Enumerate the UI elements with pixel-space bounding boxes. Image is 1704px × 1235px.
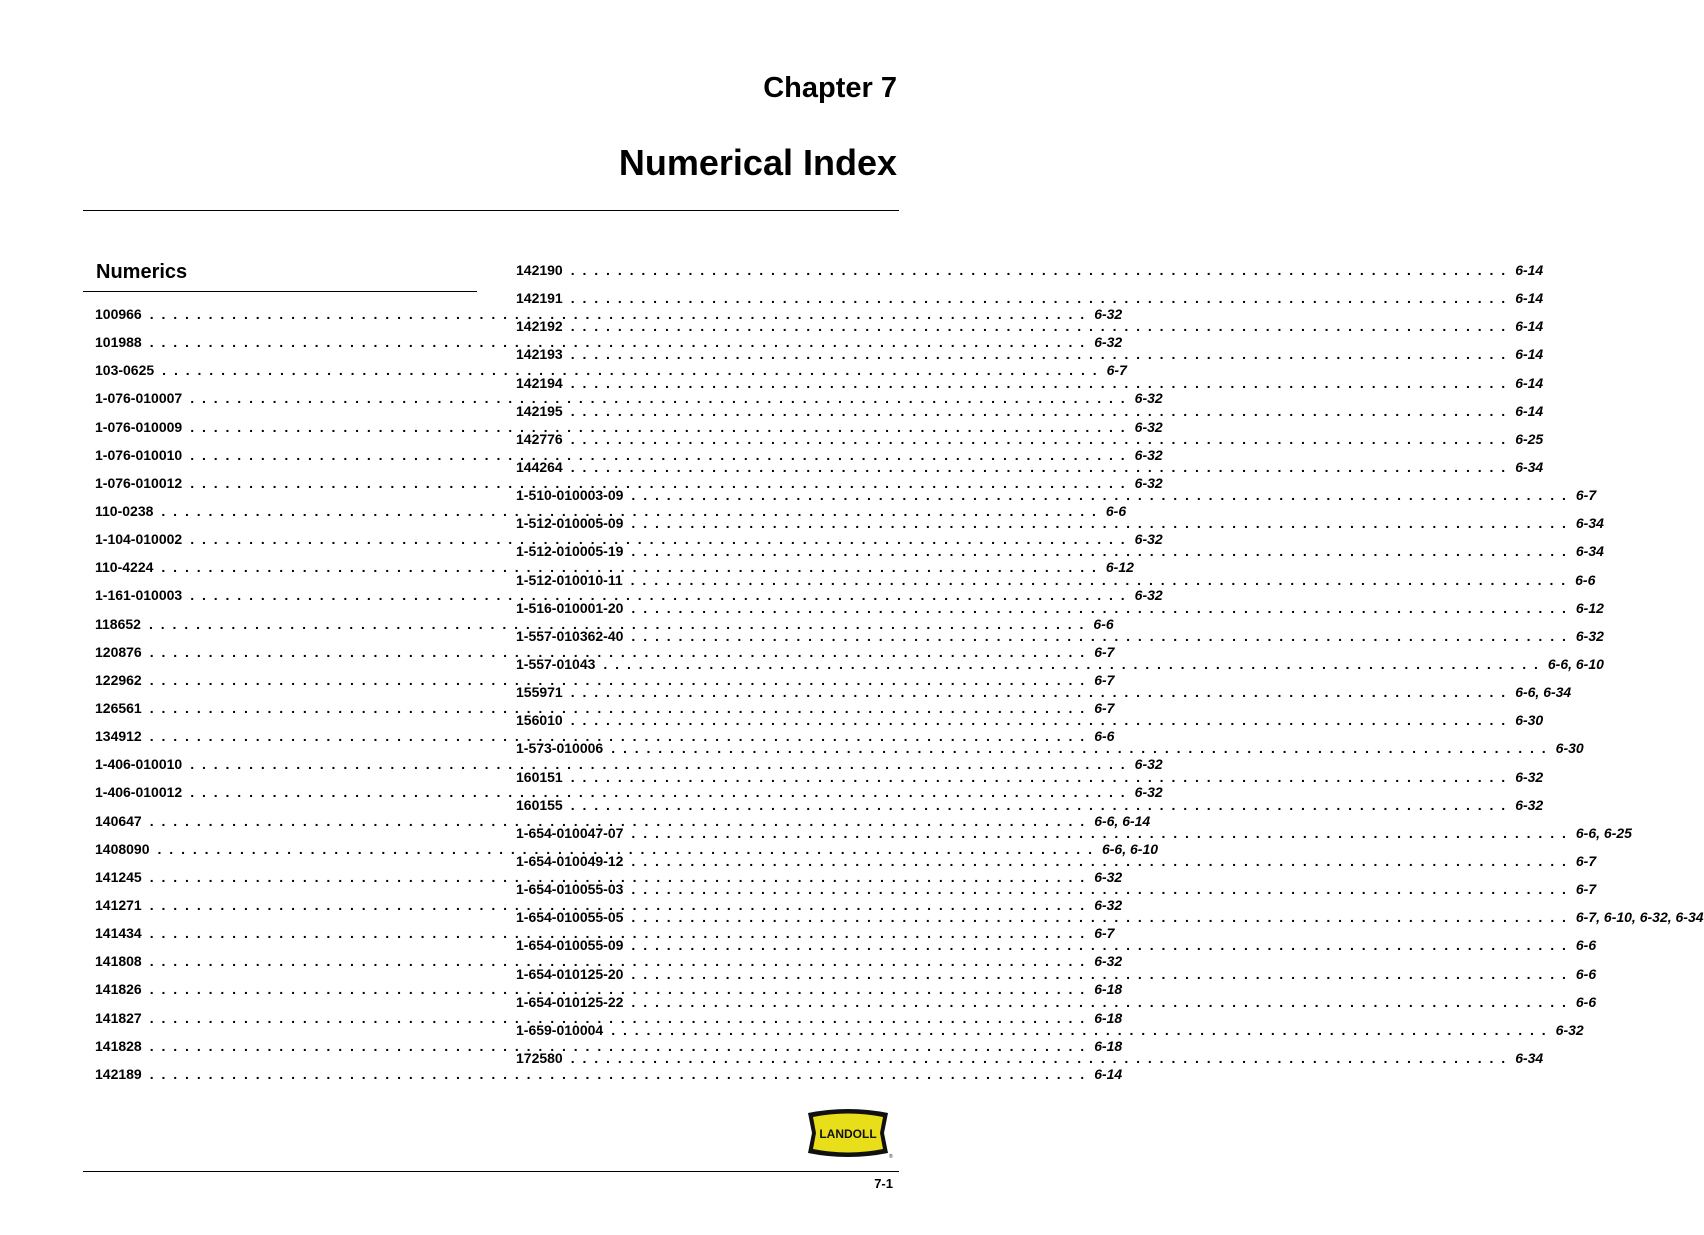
page-references: 6-25: [1515, 430, 1544, 447]
part-number: 134912: [95, 728, 142, 745]
page-references: 6-14: [1094, 1065, 1123, 1082]
page-references: 6-6, 6-14: [1094, 812, 1151, 829]
part-number: 1-659-010004: [516, 1021, 604, 1038]
page-references: 6-14: [1515, 262, 1544, 278]
part-number: 110-4224: [95, 559, 154, 576]
part-number: 120876: [95, 643, 142, 660]
dot-leader: [571, 256, 1507, 284]
page-references: 6-7: [1094, 643, 1115, 660]
section-divider: [83, 291, 477, 292]
page-references: 6-32: [1134, 587, 1163, 604]
page-references: 6-30: [1555, 740, 1584, 757]
part-number: 142194: [516, 374, 563, 391]
page-references: 6-12: [1575, 599, 1604, 616]
page-references: 6-7: [1575, 487, 1597, 504]
part-number: 142191: [516, 290, 563, 307]
dot-leader: [603, 650, 1539, 678]
dot-leader: [631, 566, 1567, 594]
page-references: 6-32: [1134, 531, 1163, 548]
page-references: 6-32: [1094, 953, 1123, 970]
page-references: 6-6, 6-10: [1101, 840, 1159, 857]
page-references: 6-34: [1575, 543, 1604, 560]
page-references: 6-30: [1515, 712, 1544, 729]
page-references: 6-6: [1575, 937, 1597, 954]
logo-text: LANDOLL: [819, 1127, 877, 1141]
part-number: 142776: [516, 430, 563, 447]
part-number: 1408090: [95, 840, 150, 857]
dot-leader: [571, 1044, 1507, 1072]
part-number: 160155: [516, 796, 563, 813]
page-references: 6-32: [1134, 446, 1163, 463]
part-number: 1-654-010047-07: [516, 824, 624, 841]
section-heading: Numerics: [96, 261, 188, 283]
part-number: 1-654-010055-05: [516, 909, 624, 926]
part-number: 156010: [516, 712, 563, 729]
part-number: 1-510-010003-09: [516, 487, 624, 504]
dot-leader: [631, 622, 1567, 650]
page-references: 6-34: [1515, 458, 1544, 475]
part-number: 141245: [95, 868, 142, 885]
page-references: 6-6: [1575, 571, 1596, 588]
index-entry: [95, 1060, 1123, 1088]
part-number: 141827: [95, 1009, 142, 1026]
part-number: 141808: [95, 953, 142, 970]
dot-leader: [571, 397, 1507, 425]
page-references: 6-32: [1094, 868, 1123, 885]
part-number: 1-406-010012: [95, 784, 183, 801]
part-number: 1-161-010003: [95, 587, 183, 604]
page-references: 6-32: [1094, 896, 1123, 913]
page-references: 6-32: [1134, 418, 1163, 435]
part-number: 103-0625: [95, 362, 155, 379]
part-number: 142195: [516, 402, 563, 419]
page-references: 6-6, 6-25: [1575, 824, 1632, 841]
part-number: 1-654-010125-20: [516, 965, 624, 982]
page-references: 6-6: [1105, 502, 1127, 519]
dot-leader: [571, 453, 1507, 481]
footer-divider: [83, 1171, 899, 1172]
page-references: 6-32: [1134, 390, 1163, 407]
header-divider: [83, 210, 899, 211]
dot-leader: [571, 312, 1507, 340]
index-entry: [516, 791, 1544, 819]
page-references: 6-18: [1094, 1009, 1123, 1026]
page-references: 6-12: [1105, 559, 1134, 576]
part-number: 1-573-010006: [516, 740, 604, 757]
dot-leader: [631, 481, 1567, 509]
page-references: 6-18: [1094, 981, 1123, 998]
part-number: 1-076-010012: [95, 474, 183, 491]
page-references: 6-7, 6-10, 6-32, 6-34: [1575, 909, 1704, 926]
page-references: 6-7: [1575, 852, 1597, 869]
part-number: 110-0238: [95, 502, 154, 519]
part-number: 1-076-010009: [95, 418, 183, 435]
dot-leader: [611, 734, 1547, 762]
page-references: 6-14: [1515, 318, 1544, 335]
part-number: 1-654-010125-22: [516, 993, 624, 1010]
part-number: 160151: [516, 768, 563, 785]
page-references: 6-7: [1106, 362, 1127, 379]
page-references: 6-32: [1515, 796, 1544, 813]
index-entry: [516, 903, 1704, 931]
part-number: 1-557-010362-40: [516, 627, 624, 644]
page-references: 6-6: [1575, 965, 1597, 982]
dot-leader: [631, 960, 1567, 988]
dot-leader: [631, 819, 1567, 847]
part-number: 141434: [95, 925, 142, 942]
part-number: 1-654-010055-03: [516, 881, 624, 898]
part-number: 142192: [516, 318, 563, 335]
index-entry: [516, 256, 1544, 284]
dot-leader: [571, 763, 1507, 791]
part-number: 141828: [95, 1037, 142, 1054]
page-references: 6-6: [1093, 615, 1114, 632]
part-number: 1-512-010005-19: [516, 543, 624, 560]
part-number: 118652: [95, 615, 141, 632]
page-references: 6-14: [1515, 290, 1544, 307]
page-references: 6-6: [1575, 993, 1597, 1010]
part-number: 1-516-010001-20: [516, 599, 624, 616]
page-references: 6-32: [1515, 768, 1544, 785]
part-number: 1-076-010007: [95, 390, 183, 407]
page-references: 6-14: [1515, 402, 1544, 419]
part-number: 172580: [516, 1049, 563, 1066]
page-references: 6-34: [1575, 515, 1604, 532]
part-number: 1-512-010005-09: [516, 515, 624, 532]
part-number: 1-512-010010-11: [516, 571, 623, 588]
landoll-logo: [804, 1107, 892, 1159]
dot-leader: [631, 931, 1567, 959]
dot-leader: [631, 509, 1567, 537]
page-references: 6-32: [1555, 1021, 1584, 1038]
page-references: 6-32: [1134, 756, 1163, 773]
page-references: 6-32: [1134, 474, 1163, 491]
dot-leader: [571, 369, 1507, 397]
dot-leader: [571, 284, 1507, 312]
part-number: 1-406-010010: [95, 756, 183, 773]
svg-text:®: ®: [889, 1154, 893, 1160]
page-title: Numerical Index: [618, 142, 897, 183]
dot-leader: [571, 425, 1507, 453]
page-references: 6-18: [1094, 1037, 1123, 1054]
page-references: 6-32: [1094, 306, 1123, 322]
part-number: 1-557-01043: [516, 655, 596, 672]
part-number: 141271: [95, 896, 142, 913]
dot-leader: [631, 594, 1567, 622]
dot-leader: [571, 706, 1507, 734]
index-entry: [516, 734, 1584, 762]
part-number: 140647: [95, 812, 142, 829]
part-number: 141826: [95, 981, 142, 998]
page-references: 6-34: [1515, 1049, 1544, 1066]
part-number: 142189: [95, 1065, 142, 1082]
part-number: 101988: [95, 334, 142, 351]
page-references: 6-7: [1094, 699, 1115, 716]
part-number: 126561: [95, 699, 142, 716]
part-number: 155971: [516, 684, 563, 701]
page-references: 6-32: [1134, 784, 1163, 801]
page-references: 6-14: [1515, 346, 1544, 363]
dot-leader: [631, 847, 1567, 875]
dot-leader: [631, 988, 1567, 1016]
dot-leader: [571, 791, 1507, 819]
dot-leader: [571, 340, 1507, 368]
dot-leader: [611, 1016, 1547, 1044]
part-number: 142193: [516, 346, 563, 363]
page-references: 6-7: [1575, 881, 1597, 898]
dot-leader: [571, 678, 1507, 706]
part-number: 1-076-010010: [95, 446, 183, 463]
page-number: 7-1: [874, 1176, 893, 1191]
page-references: 6-7: [1094, 925, 1115, 942]
part-number: 144264: [516, 458, 563, 475]
page-references: 6-32: [1094, 334, 1123, 351]
page-references: 6-32: [1575, 627, 1604, 644]
index-entry: [516, 763, 1544, 791]
page-references: 6-7: [1094, 671, 1115, 688]
part-number: 1-104-010002: [95, 531, 183, 548]
dot-leader: [631, 903, 1567, 931]
page-references: 6-6, 6-10: [1547, 655, 1604, 672]
page-references: 6-6: [1094, 728, 1115, 745]
part-number: 1-654-010055-09: [516, 937, 624, 954]
part-number: 142190: [516, 262, 563, 278]
page-references: 6-6, 6-34: [1515, 684, 1572, 701]
part-number: 100966: [95, 306, 142, 322]
dot-leader: [631, 875, 1567, 903]
dot-leader: [631, 537, 1567, 565]
page-references: 6-14: [1515, 374, 1544, 391]
part-number: 122962: [95, 671, 142, 688]
part-number: 1-654-010049-12: [516, 852, 624, 869]
chapter-label: Chapter 7: [763, 72, 897, 104]
index-entry: [516, 284, 1544, 312]
